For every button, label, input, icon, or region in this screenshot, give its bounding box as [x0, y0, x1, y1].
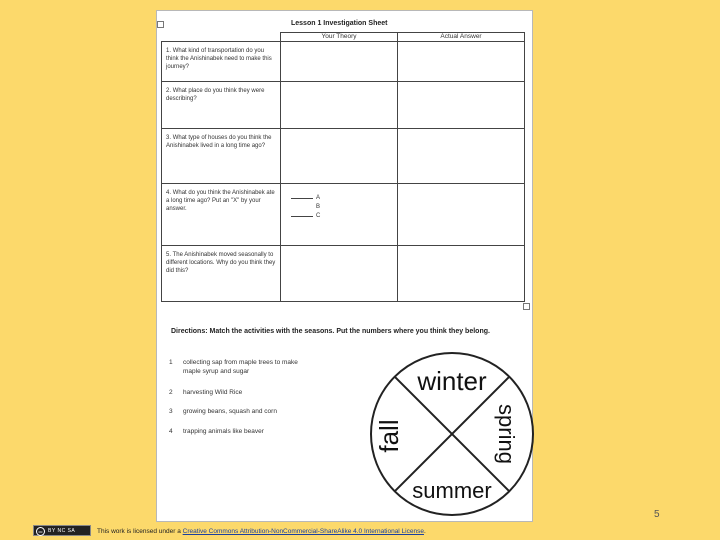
activity-item: 1 collecting sap from maple trees to make maple syrup and sugar [169, 359, 298, 375]
choice-c[interactable]: C [291, 212, 397, 221]
cc-icon: cc [36, 527, 45, 536]
license-link[interactable]: Creative Commons Attribution-NonCommercial-ShareAlike 4.0 International License [182, 528, 424, 535]
question-cell [162, 42, 281, 82]
actual-answer-cell[interactable] [398, 246, 525, 302]
question-number: 4. [166, 190, 172, 197]
question-cell [162, 246, 281, 302]
table-row [162, 42, 525, 82]
your-theory-cell[interactable] [281, 246, 398, 302]
table-row [162, 246, 525, 302]
question-text: What type of houses do you think the Anishinabek lived in a long time ago? [166, 135, 272, 150]
activity-item: 4 trapping animals like beaver [169, 428, 264, 435]
season-fall: fall [374, 419, 404, 453]
question-cell [162, 129, 281, 184]
your-theory-cell[interactable] [281, 82, 398, 129]
question-number: 2. [166, 88, 172, 95]
investigation-table [161, 32, 525, 302]
footer [33, 525, 720, 540]
question-number: 3. [166, 135, 172, 142]
question-text: What kind of transportation do you think the Anishinabek need to make this journey? [166, 48, 272, 71]
column-header-actual-answer: Actual Answer [398, 33, 525, 42]
answer-choices [281, 184, 397, 221]
table-row [162, 184, 525, 246]
question-text: The Anishinabek moved seasonally to different locations. Why do you think they did this? [166, 252, 276, 275]
actual-answer-cell[interactable] [398, 129, 525, 184]
season-winter: winter [417, 366, 487, 396]
directions-text: Directions: Match the activities with the seasons. Put the numbers where you think they belong. [171, 328, 490, 335]
actual-answer-cell[interactable] [398, 42, 525, 82]
column-header-your-theory: Your Theory [281, 33, 398, 42]
question-cell [162, 82, 281, 129]
your-theory-cell[interactable] [281, 129, 398, 184]
corner-marker-icon [523, 303, 530, 310]
table-row [162, 82, 525, 129]
actual-answer-cell[interactable] [398, 82, 525, 129]
question-text: What do you think the Anishinabek ate a long time ago? Put an "X" by your answer. [166, 190, 275, 213]
table-header-row [162, 33, 525, 42]
cc-badge-text: BY NC SA [48, 528, 76, 534]
choice-a[interactable]: A [291, 194, 397, 203]
question-number: 5. [166, 252, 172, 259]
investigation-sheet [156, 10, 533, 522]
choice-b[interactable]: B [316, 204, 321, 211]
season-spring: spring [494, 404, 519, 464]
your-theory-cell[interactable] [281, 42, 398, 82]
corner-marker-icon [157, 21, 164, 28]
activity-item: 3 growing beans, squash and corn [169, 408, 277, 415]
season-wheel [368, 350, 536, 518]
license-suffix: . [423, 528, 426, 535]
license-prefix: This work is licensed under a [97, 528, 183, 535]
sheet-title: Lesson 1 Investigation Sheet [291, 20, 388, 27]
season-summer: summer [412, 478, 492, 503]
your-theory-cell [281, 184, 398, 246]
question-text: What place do you think they were describing? [166, 88, 265, 103]
page-number: 5 [654, 509, 660, 520]
activity-item: 2 harvesting Wild Rice [169, 389, 243, 396]
question-number: 1. [166, 48, 172, 55]
license-text [97, 528, 426, 535]
cc-license-badge[interactable] [33, 525, 91, 536]
question-cell [162, 184, 281, 246]
table-row [162, 129, 525, 184]
actual-answer-cell[interactable] [398, 184, 525, 246]
column-header [162, 33, 281, 42]
